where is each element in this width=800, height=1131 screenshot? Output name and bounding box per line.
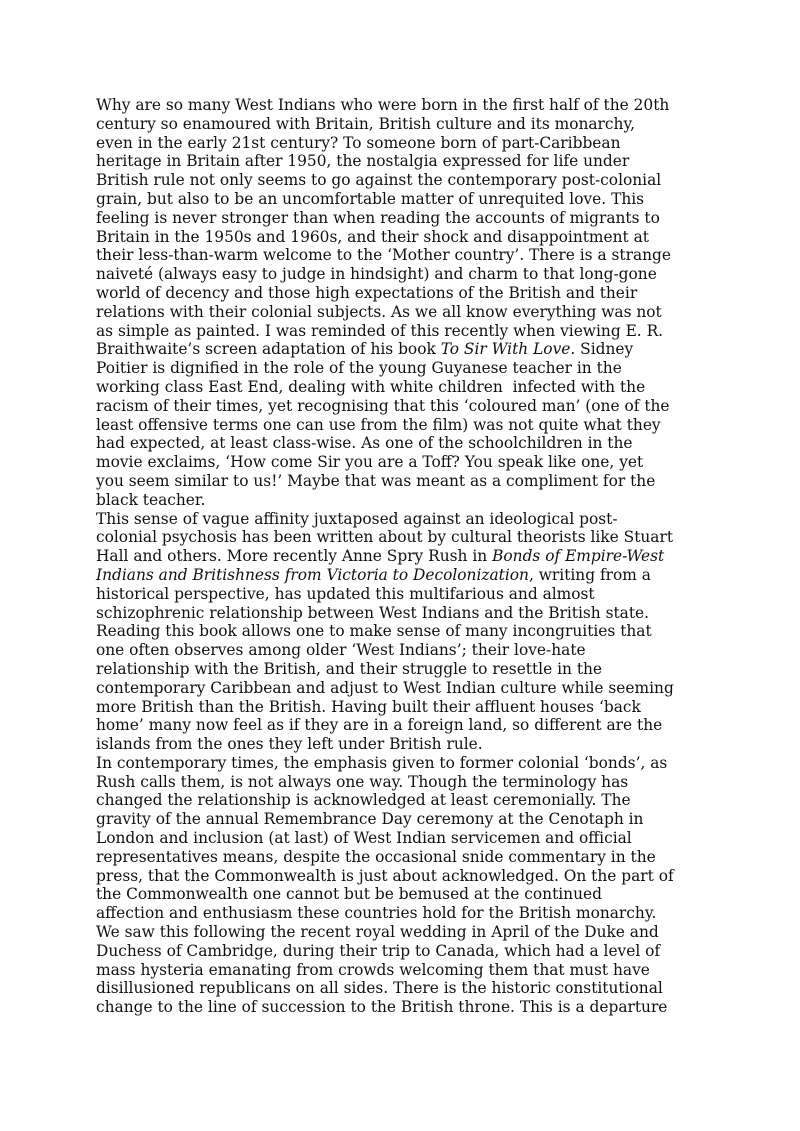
text-line [96, 284, 708, 303]
text-run: , writing from a [528, 565, 651, 584]
text-run: had expected, at least class-wise. As one of the schoolchildren in the [96, 434, 633, 453]
text-line [96, 829, 708, 848]
text-run: In contemporary times, the emphasis given to former colonial ‘bonds’, as [96, 753, 668, 772]
text-run: colonial psychosis has been written about by cultural theorists like Stuart [96, 528, 674, 547]
text-line [96, 641, 708, 660]
text-line [96, 716, 708, 735]
text-run: racism of their times, yet recognising that this ‘coloured man’ (one of the [96, 396, 670, 415]
text-run: century so enamoured with Britain, British culture and its monarchy, [96, 114, 635, 133]
text-run: Duchess of Cambridge, during their trip to Canada, which had a level of [96, 941, 661, 960]
text-run: feeling is never stronger than when reading the accounts of migrants to [96, 208, 660, 227]
text-run: disillusioned republicans on all sides. There is the historic constitutional [96, 979, 663, 998]
text-run: least offensive terms one can use from the film) was not quite what they [96, 415, 661, 434]
text-line [96, 810, 708, 829]
text-run: London and inclusion (at last) of West Indian servicemen and official [96, 829, 632, 848]
paragraph [96, 754, 708, 1017]
text-run: the Commonwealth one cannot but be bemused at the continued [96, 885, 602, 904]
text-line [96, 528, 708, 547]
text-run: representatives means, despite the occasional snide commentary in the [96, 847, 656, 866]
text-line [96, 547, 708, 566]
text-run: press, that the Commonwealth is just about acknowledged. On the part of [96, 866, 674, 885]
text-line [96, 979, 708, 998]
text-run: Why are so many West Indians who were born in the first half of the 20th [96, 96, 670, 114]
text-line [96, 698, 708, 717]
text-run: movie exclaims, ‘How come Sir you are a Toff? You speak like one, yet [96, 453, 644, 472]
text-run: heritage in Britain after 1950, the nostalgia expressed for life under [96, 152, 630, 171]
text-run: home’ many now feel as if they are in a foreign land, so different are the [96, 716, 663, 735]
text-run: change to the line of succession to the British throne. This is a departure [96, 998, 668, 1017]
text-run: affection and enthusiasm these countries hold for the British monarchy. [96, 904, 657, 923]
text-line [96, 96, 708, 115]
text-line [96, 209, 708, 228]
text-line [96, 848, 708, 867]
text-line [96, 228, 708, 247]
text-line [96, 340, 708, 359]
text-line [96, 998, 708, 1017]
text-line [96, 885, 708, 904]
text-line [96, 434, 708, 453]
text-line [96, 416, 708, 435]
text-line [96, 303, 708, 322]
text-run: gravity of the annual Remembrance Day ceremony at the Cenotaph in [96, 810, 644, 829]
text-line [96, 472, 708, 491]
text-line [96, 735, 708, 754]
text-line [96, 754, 708, 773]
text-run: their less-than-warm welcome to the ‘Mother country’. There is a strange [96, 246, 672, 265]
italic-title: To Sir With Love [440, 340, 571, 359]
text-line [96, 585, 708, 604]
text-line [96, 134, 708, 153]
paragraph [96, 96, 708, 510]
text-run: mass hysteria emanating from crowds welcoming them that must have [96, 960, 650, 979]
text-line [96, 246, 708, 265]
text-line [96, 679, 708, 698]
text-line [96, 359, 708, 378]
text-run: even in the early 21st century? To someone born of part-Caribbean [96, 133, 621, 152]
text-line [96, 660, 708, 679]
text-run: Reading this book allows one to make sense of many incongruities that [96, 622, 652, 641]
text-run: world of decency and those high expectations of the British and their [96, 283, 638, 302]
text-line [96, 152, 708, 171]
text-line [96, 171, 708, 190]
text-line [96, 566, 708, 585]
text-run: Hall and others. More recently Anne Spry Rush in [96, 547, 493, 566]
text-run: grain, but also to be an uncomfortable matter of unrequited love. This [96, 189, 645, 208]
text-line [96, 115, 708, 134]
text-run: This sense of vague affinity juxtaposed against an ideological post- [96, 509, 618, 528]
text-line [96, 791, 708, 810]
text-run: contemporary Caribbean and adjust to West Indian culture while seeming [96, 678, 674, 697]
text-line [96, 604, 708, 623]
text-run: relations with their colonial subjects. As we all know everything was not [96, 302, 662, 321]
body-text [96, 96, 708, 1017]
text-line [96, 491, 708, 510]
text-run: British rule not only seems to go against the contemporary post-colonial [96, 171, 662, 190]
text-line [96, 510, 708, 529]
text-run: We saw this following the recent royal wedding in April of the Duke and [96, 923, 659, 942]
text-run: black teacher. [96, 490, 206, 509]
text-line [96, 265, 708, 284]
text-run: Braithwaite’s screen adaptation of his book [96, 340, 441, 359]
italic-title: Indians and Britishness from Victoria to Decolonization [96, 565, 529, 584]
text-line [96, 322, 708, 341]
text-run: relationship with the British, and their struggle to resettle in the [96, 659, 603, 678]
text-run: historical perspective, has updated this multifarious and almost [96, 584, 595, 603]
text-line [96, 904, 708, 923]
text-run: more British than the British. Having built their affluent houses ‘back [96, 697, 641, 716]
text-run: Poitier is dignified in the role of the young Guyanese teacher in the [96, 359, 622, 378]
text-run: islands from the ones they left under British rule. [96, 735, 483, 754]
text-run: as simple as painted. I was reminded of this recently when viewing E. R. [96, 321, 664, 340]
text-line [96, 190, 708, 209]
text-run: naiveté (always easy to judge in hindsight) and charm to that long-gone [96, 265, 657, 284]
text-run: Britain in the 1950s and 1960s, and their shock and disappointment at [96, 227, 649, 246]
text-run: working class East End, dealing with white children infected with the [96, 377, 646, 396]
text-line [96, 942, 708, 961]
text-line [96, 378, 708, 397]
text-run: you seem similar to us!’ Maybe that was meant as a compliment for the [96, 471, 656, 490]
text-run: schizophrenic relationship between West Indians and the British state. [96, 603, 650, 622]
text-run: Rush calls them, is not always one way. Though the terminology has [96, 772, 629, 791]
text-line [96, 867, 708, 886]
text-line [96, 453, 708, 472]
text-line [96, 622, 708, 641]
text-run: one often observes among older ‘West Indians’; their love-hate [96, 641, 586, 660]
text-line [96, 961, 708, 980]
text-line [96, 923, 708, 942]
italic-title: Bonds of Empire-West [492, 547, 665, 566]
text-line [96, 397, 708, 416]
text-run: changed the relationship is acknowledged at least ceremonially. The [96, 791, 631, 810]
text-run: . Sidney [570, 340, 634, 359]
paragraph [96, 510, 708, 754]
text-line [96, 773, 708, 792]
